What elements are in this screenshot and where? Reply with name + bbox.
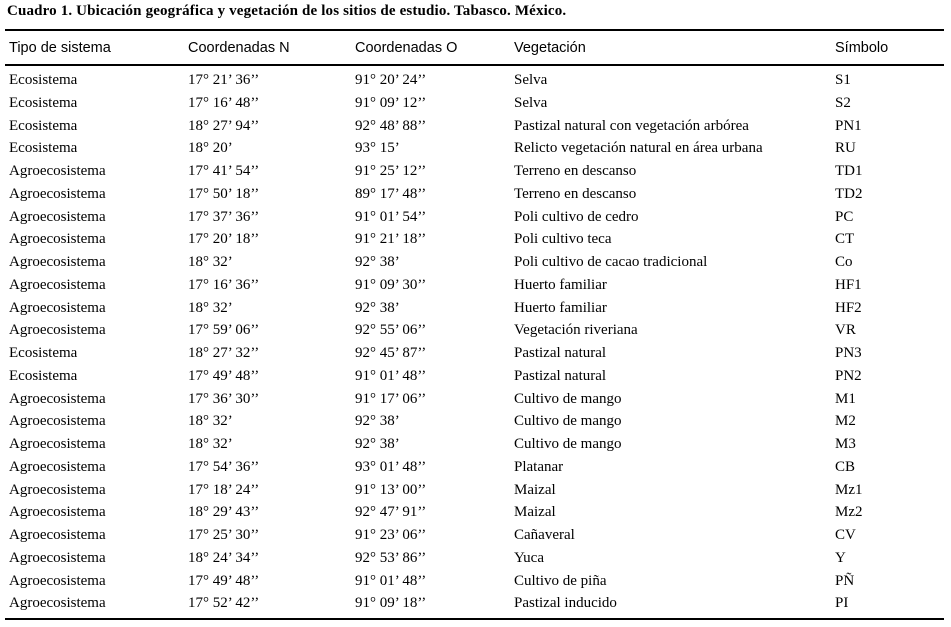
cell-tipo-de-sistema: Ecosistema (9, 140, 78, 157)
cell-vegetacion: Poli cultivo teca (514, 231, 612, 248)
cell-tipo-de-sistema: Ecosistema (9, 94, 78, 111)
cell-coordenadas-o: 91° 23’ 06’’ (355, 527, 427, 543)
cell-simbolo: PI (835, 595, 849, 612)
cell-tipo-de-sistema: Agroecosistema (9, 504, 106, 521)
cell-simbolo: HF1 (835, 276, 862, 293)
cell-coordenadas-n: 18° 32’ (188, 254, 233, 270)
header-vegetacion: Vegetación (514, 40, 586, 56)
cell-tipo-de-sistema: Agroecosistema (9, 276, 106, 293)
table-row (0, 160, 951, 182)
cell-simbolo: M2 (835, 413, 856, 430)
cell-coordenadas-o: 91° 01’ 48’’ (355, 367, 427, 384)
cell-coordenadas-n: 18° 24’ 34’’ (188, 549, 260, 566)
cell-simbolo: PN3 (835, 345, 862, 361)
cell-vegetacion: Huerto familiar (514, 299, 607, 316)
cell-coordenadas-o: 91° 21’ 18’’ (355, 231, 427, 248)
table-row (0, 251, 951, 273)
cell-tipo-de-sistema: Agroecosistema (9, 572, 106, 589)
cell-coordenadas-o: 93° 01’ 48’’ (355, 458, 427, 475)
cell-vegetacion: Cañaveral (514, 527, 575, 543)
header-coordenadas-n: Coordenadas N (188, 40, 290, 56)
cell-coordenadas-o: 89° 17’ 48’’ (355, 185, 427, 202)
cell-coordenadas-o: 91° 09’ 30’’ (355, 276, 427, 293)
table-row (0, 115, 951, 137)
table-row (0, 570, 951, 592)
cell-tipo-de-sistema: Agroecosistema (9, 208, 106, 225)
table-row (0, 433, 951, 455)
cell-coordenadas-n: 18° 32’ (188, 413, 233, 430)
cell-vegetacion: Cultivo de mango (514, 436, 622, 452)
cell-coordenadas-n: 17° 21’ 36’’ (188, 72, 260, 88)
bottom-rule (5, 618, 944, 620)
table-row (0, 69, 951, 91)
cell-vegetacion: Relicto vegetación natural en área urbana (514, 140, 763, 157)
table-row (0, 319, 951, 341)
table-row (0, 592, 951, 614)
cell-tipo-de-sistema: Ecosistema (9, 345, 78, 361)
cell-tipo-de-sistema: Agroecosistema (9, 527, 106, 543)
cell-coordenadas-o: 91° 01’ 54’’ (355, 208, 427, 225)
cell-coordenadas-o: 92° 38’ (355, 413, 400, 430)
cell-vegetacion: Cultivo de mango (514, 413, 622, 430)
cell-coordenadas-n: 18° 29’ 43’’ (188, 504, 260, 521)
cell-coordenadas-n: 18° 20’ (188, 140, 233, 157)
cell-simbolo: M3 (835, 436, 856, 452)
header-tipo-de-sistema: Tipo de sistema (9, 40, 111, 56)
cell-simbolo: Co (835, 254, 853, 270)
cell-simbolo: S1 (835, 72, 851, 88)
cell-coordenadas-n: 17° 49’ 48’’ (188, 367, 260, 384)
table-row (0, 297, 951, 319)
cell-tipo-de-sistema: Agroecosistema (9, 481, 106, 498)
cell-simbolo: Mz1 (835, 481, 863, 498)
cell-simbolo: CT (835, 231, 855, 248)
table-row (0, 183, 951, 205)
cell-coordenadas-o: 92° 38’ (355, 436, 400, 452)
table-row (0, 388, 951, 410)
cell-simbolo: PÑ (835, 572, 855, 589)
cell-tipo-de-sistema: Ecosistema (9, 72, 78, 88)
cell-tipo-de-sistema: Ecosistema (9, 367, 78, 384)
cell-coordenadas-n: 18° 27’ 94’’ (188, 117, 260, 134)
cell-coordenadas-n: 17° 59’ 06’’ (188, 322, 260, 339)
cell-simbolo: CV (835, 527, 856, 543)
table-row (0, 479, 951, 501)
cell-tipo-de-sistema: Agroecosistema (9, 390, 106, 407)
cell-vegetacion: Yuca (514, 549, 544, 566)
cell-coordenadas-n: 18° 32’ (188, 299, 233, 316)
cell-coordenadas-n: 17° 52’ 42’’ (188, 595, 260, 612)
cell-coordenadas-o: 91° 17’ 06’’ (355, 390, 427, 407)
table-row (0, 92, 951, 114)
cell-coordenadas-o: 92° 55’ 06’’ (355, 322, 427, 339)
cell-simbolo: RU (835, 140, 856, 157)
cell-tipo-de-sistema: Ecosistema (9, 117, 78, 134)
cell-coordenadas-o: 93° 15’ (355, 140, 400, 157)
cell-coordenadas-n: 17° 36’ 30’’ (188, 390, 260, 407)
cell-vegetacion: Vegetación riveriana (514, 322, 638, 339)
table-row (0, 206, 951, 228)
cell-coordenadas-o: 91° 09’ 18’’ (355, 595, 427, 612)
table-header-row (0, 31, 951, 65)
cell-vegetacion: Platanar (514, 458, 564, 475)
cell-coordenadas-n: 17° 20’ 18’’ (188, 231, 260, 248)
cell-coordenadas-n: 17° 41’ 54’’ (188, 163, 260, 179)
cell-tipo-de-sistema: Agroecosistema (9, 299, 106, 316)
cell-simbolo: PN1 (835, 117, 862, 134)
cell-simbolo: VR (835, 322, 856, 339)
cell-tipo-de-sistema: Agroecosistema (9, 254, 106, 270)
cell-coordenadas-o: 92° 38’ (355, 299, 400, 316)
cell-vegetacion: Maizal (514, 504, 556, 521)
table-row (0, 342, 951, 364)
cell-tipo-de-sistema: Agroecosistema (9, 595, 106, 612)
cell-vegetacion: Poli cultivo de cedro (514, 208, 639, 225)
header-coordenadas-o: Coordenadas O (355, 40, 458, 56)
cell-tipo-de-sistema: Agroecosistema (9, 549, 106, 566)
cell-vegetacion: Selva (514, 72, 548, 88)
table-caption: Cuadro 1. Ubicación geográfica y vegetación de los sitios de estudio. Tabasco. México. (7, 3, 567, 19)
cell-vegetacion: Huerto familiar (514, 276, 607, 293)
table-row (0, 456, 951, 478)
table-row (0, 365, 951, 387)
table-row (0, 501, 951, 523)
cell-coordenadas-n: 18° 32’ (188, 436, 233, 452)
cell-vegetacion: Terreno en descanso (514, 185, 637, 202)
cell-coordenadas-o: 91° 25’ 12’’ (355, 163, 427, 179)
cell-tipo-de-sistema: Agroecosistema (9, 231, 106, 248)
cell-tipo-de-sistema: Agroecosistema (9, 185, 106, 202)
header-simbolo: Símbolo (835, 40, 889, 56)
table-row (0, 137, 951, 159)
table-row (0, 547, 951, 569)
table-row (0, 274, 951, 296)
cell-coordenadas-o: 91° 01’ 48’’ (355, 572, 427, 589)
cell-vegetacion: Selva (514, 94, 548, 111)
cell-tipo-de-sistema: Agroecosistema (9, 413, 106, 430)
cell-coordenadas-o: 91° 20’ 24’’ (355, 72, 427, 88)
cell-vegetacion: Maizal (514, 481, 556, 498)
cell-simbolo: PC (835, 208, 854, 225)
cell-coordenadas-n: 17° 50’ 18’’ (188, 185, 260, 202)
cell-simbolo: S2 (835, 94, 851, 111)
table-row (0, 228, 951, 250)
cell-coordenadas-n: 17° 37’ 36’’ (188, 208, 260, 225)
cell-simbolo: M1 (835, 390, 856, 407)
cell-vegetacion: Pastizal inducido (514, 595, 617, 612)
cell-tipo-de-sistema: Agroecosistema (9, 436, 106, 452)
cell-tipo-de-sistema: Agroecosistema (9, 322, 106, 339)
cell-vegetacion: Cultivo de piña (514, 572, 607, 589)
cell-coordenadas-n: 17° 18’ 24’’ (188, 481, 260, 498)
cell-coordenadas-o: 92° 53’ 86’’ (355, 549, 427, 566)
cell-coordenadas-n: 17° 49’ 48’’ (188, 572, 260, 589)
table-row (0, 524, 951, 546)
table-row (0, 410, 951, 432)
cell-vegetacion: Pastizal natural (514, 345, 607, 361)
cell-simbolo: HF2 (835, 299, 862, 316)
cell-simbolo: PN2 (835, 367, 862, 384)
cell-coordenadas-o: 91° 09’ 12’’ (355, 94, 427, 111)
cell-tipo-de-sistema: Agroecosistema (9, 163, 106, 179)
cell-coordenadas-o: 92° 38’ (355, 254, 400, 270)
cell-coordenadas-o: 92° 48’ 88’’ (355, 117, 427, 134)
cell-coordenadas-n: 18° 27’ 32’’ (188, 345, 260, 361)
cell-simbolo: Mz2 (835, 504, 863, 521)
cell-coordenadas-n: 17° 54’ 36’’ (188, 458, 260, 475)
cell-coordenadas-n: 17° 16’ 36’’ (188, 276, 260, 293)
cell-coordenadas-o: 92° 45’ 87’’ (355, 345, 427, 361)
cell-simbolo: TD1 (835, 163, 863, 179)
cell-coordenadas-o: 91° 13’ 00’’ (355, 481, 427, 498)
cell-coordenadas-o: 92° 47’ 91’’ (355, 504, 427, 521)
cell-coordenadas-n: 17° 25’ 30’’ (188, 527, 260, 543)
cell-vegetacion: Cultivo de mango (514, 390, 622, 407)
cell-coordenadas-n: 17° 16’ 48’’ (188, 94, 260, 111)
cell-vegetacion: Pastizal natural (514, 367, 607, 384)
cell-simbolo: TD2 (835, 185, 863, 202)
cell-vegetacion: Terreno en descanso (514, 163, 637, 179)
cell-simbolo: CB (835, 458, 856, 475)
cell-vegetacion: Poli cultivo de cacao tradicional (514, 254, 708, 270)
cell-simbolo: Y (835, 549, 846, 566)
cell-vegetacion: Pastizal natural con vegetación arbórea (514, 117, 749, 134)
cell-tipo-de-sistema: Agroecosistema (9, 458, 106, 475)
